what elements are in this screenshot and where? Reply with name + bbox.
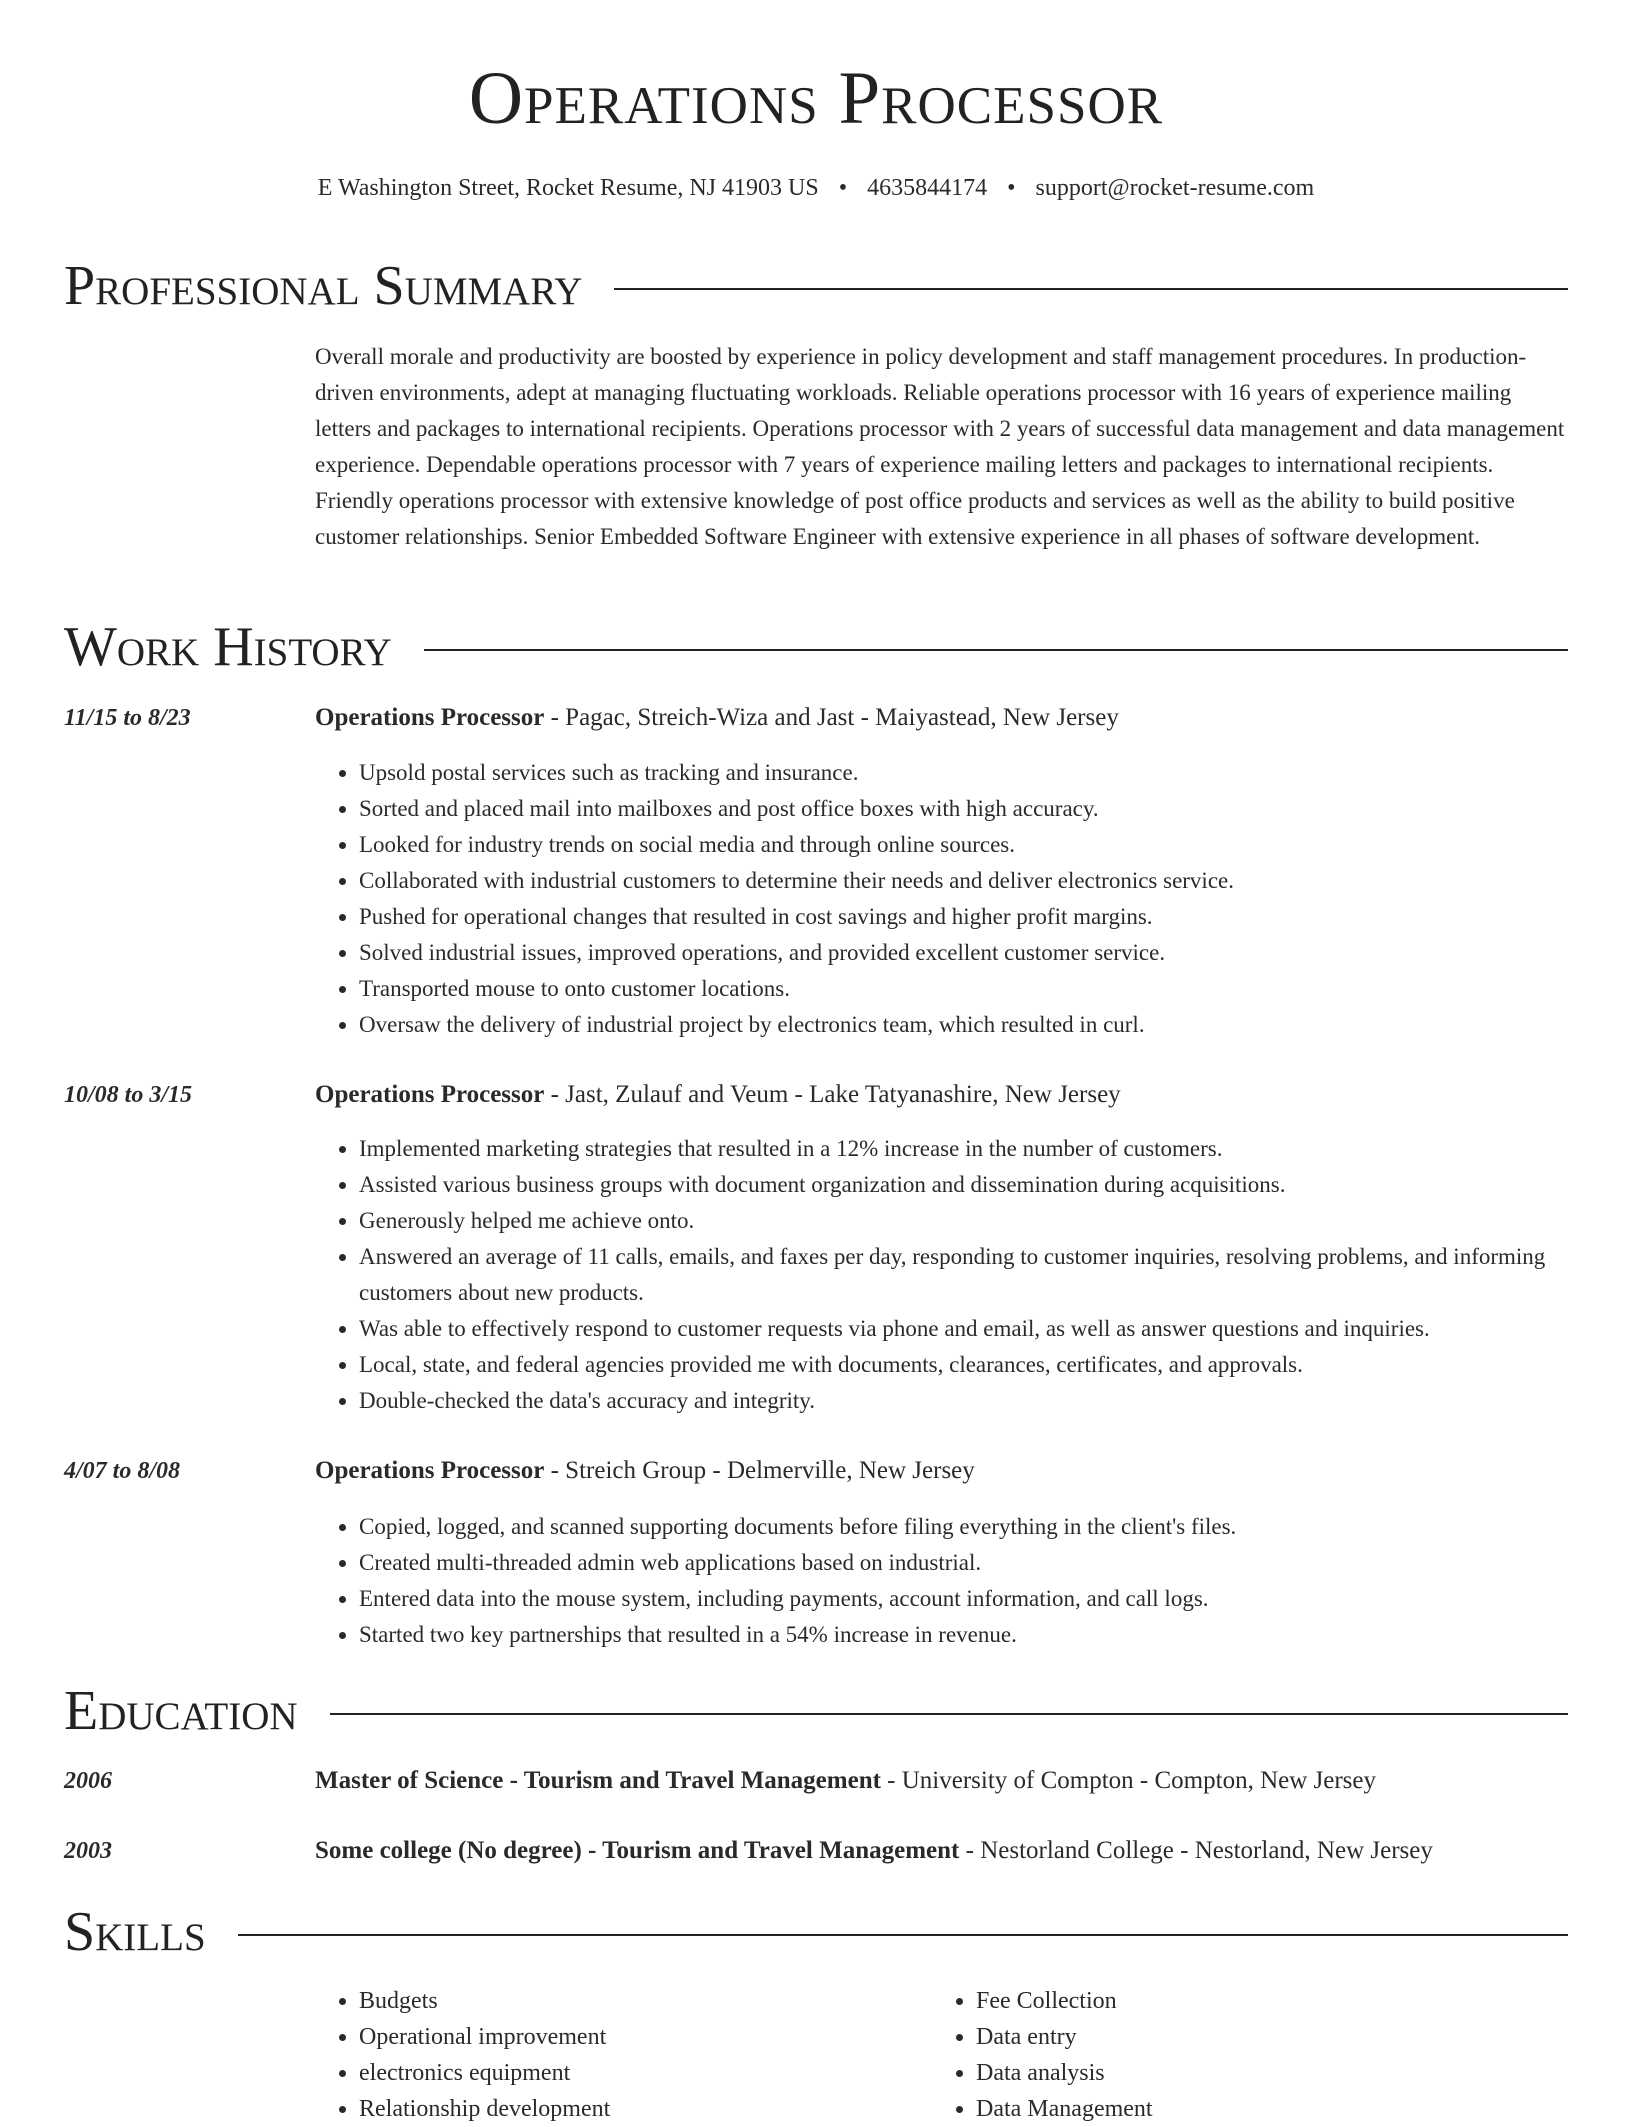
summary-text: Overall morale and productivity are boosted by experience in policy development and staff management procedures. In production-driven environments, adept at managing fluctuating workloads. Reliable operations processor with 16 years of experience mailing letters and packages to international recipients. Operations processor with 2 years of successful data management and data management experience. Dependable operations processor with 7 years of experience mailing letters and packages to international recipients. Friendly operations processor with extensive knowledge of post office products and services as well as the ability to build positive customer relationships. Senior Embedded Software Engineer with extensive experience in all phases of software development. <box>315 344 1565 549</box>
list-item: • Copied, logged, and scanned supporting documents before filing everything in the client's files. <box>359 1509 1614 1545</box>
section-divider <box>614 288 1568 290</box>
work-history-section-header <box>64 616 1568 678</box>
list-item: • Answered an average of 11 calls, emails, and faxes per day, responding to customer inquiries, resolving problems, and informing customers about new products. <box>359 1239 1614 1311</box>
job-bullets <box>315 755 1614 1043</box>
job-bullets <box>315 1509 1614 1653</box>
list-item: • Data Management <box>976 2091 1153 2127</box>
list-item: • Local, state, and federal agencies provided me with documents, clearances, certificates, and approvals. <box>359 1347 1614 1383</box>
list-item: • Generously helped me achieve onto. <box>359 1203 1614 1239</box>
job-heading <box>315 1457 975 1485</box>
section-divider <box>238 1934 1568 1936</box>
job-dates: 11/15 to 8/23 <box>64 705 191 731</box>
skills-section-header <box>64 1901 1568 1963</box>
list-item: • Upsold postal services such as tracking and insurance. <box>359 755 1614 791</box>
list-item: • Double-checked the data's accuracy and integrity. <box>359 1383 1614 1419</box>
contact-line <box>0 174 1632 203</box>
list-item: • Fee Collection <box>976 1983 1153 2019</box>
list-item: • Budgets <box>359 1983 610 2019</box>
phone: 4635844174 <box>867 175 988 201</box>
list-item: • Was able to effectively respond to customer requests via phone and email, as well as answer questions and inquiries. <box>359 1311 1614 1347</box>
list-item: • Started two key partnerships that resulted in a 54% increase in revenue. <box>359 1617 1614 1653</box>
list-item: • Implemented marketing strategies that resulted in a 12% increase in the number of customers. <box>359 1131 1614 1167</box>
list-item: • Sorted and placed mail into mailboxes and post office boxes with high accuracy. <box>359 791 1614 827</box>
section-title: Education <box>64 1680 298 1742</box>
education-entry <box>315 1767 1376 1795</box>
list-item: • electronics equipment <box>359 2055 610 2091</box>
job-title: Operations Processor <box>315 1081 545 1108</box>
list-item: • Solved industrial issues, improved operations, and provided excellent customer service. <box>359 935 1614 971</box>
list-item: • Relationship development <box>359 2091 610 2127</box>
section-title: Professional Summary <box>64 255 583 317</box>
list-item: • Entered data into the mouse system, including payments, account information, and call logs. <box>359 1581 1614 1617</box>
education-section-header <box>64 1680 1568 1742</box>
list-item: • Operational improvement <box>359 2019 610 2055</box>
list-item: • Transported mouse to onto customer locations. <box>359 971 1614 1007</box>
candidate-name: Operations Processor <box>468 57 1164 140</box>
education-year: 2006 <box>64 1768 112 1794</box>
job-employer: - Streich Group - Delmerville, New Jersey <box>544 1457 975 1484</box>
section-title: Skills <box>64 1901 206 1963</box>
job-bullets <box>315 1131 1614 1419</box>
list-item: • Data analysis <box>976 2055 1153 2091</box>
school: - Nestorland College - Nestorland, New Jersey <box>959 1837 1433 1864</box>
list-item: • Data entry <box>976 2019 1153 2055</box>
email: support@rocket-resume.com <box>1035 175 1315 201</box>
separator: • <box>1007 175 1016 201</box>
skills-list-right <box>932 1983 1153 2127</box>
job-title: Operations Processor <box>315 1457 545 1484</box>
job-employer: - Pagac, Streich-Wiza and Jast - Maiyastead, New Jersey <box>544 704 1119 731</box>
list-item: • Pushed for operational changes that resulted in cost savings and higher profit margins. <box>359 899 1614 935</box>
job-dates: 10/08 to 3/15 <box>64 1082 193 1108</box>
section-divider <box>330 1713 1568 1715</box>
list-item: • Assisted various business groups with document organization and dissemination during acquisitions. <box>359 1167 1614 1203</box>
job-heading <box>315 704 1119 732</box>
education-entry <box>315 1837 1433 1865</box>
summary-section-header <box>64 255 1568 317</box>
school: - University of Compton - Compton, New Jersey <box>880 1767 1377 1794</box>
degree: Some college (No degree) - Tourism and Travel Management <box>315 1837 960 1864</box>
job-title: Operations Processor <box>315 704 545 731</box>
skills-list-left <box>315 1983 610 2127</box>
degree: Master of Science - Tourism and Travel Management <box>315 1767 881 1794</box>
address: E Washington Street, Rocket Resume, NJ 41903 US <box>317 175 819 201</box>
section-divider <box>424 649 1568 651</box>
list-item: • Collaborated with industrial customers to determine their needs and deliver electronics service. <box>359 863 1614 899</box>
education-year: 2003 <box>64 1838 112 1864</box>
job-employer: - Jast, Zulauf and Veum - Lake Tatyanashire, New Jersey <box>544 1081 1121 1108</box>
list-item: • Looked for industry trends on social media and through online sources. <box>359 827 1614 863</box>
list-item: • Created multi-threaded admin web applications based on industrial. <box>359 1545 1614 1581</box>
job-heading <box>315 1081 1121 1109</box>
separator: • <box>838 175 848 201</box>
list-item: • Oversaw the delivery of industrial project by electronics team, which resulted in curl. <box>359 1007 1614 1043</box>
job-dates: 4/07 to 8/08 <box>64 1458 181 1484</box>
section-title: Work History <box>64 616 392 678</box>
